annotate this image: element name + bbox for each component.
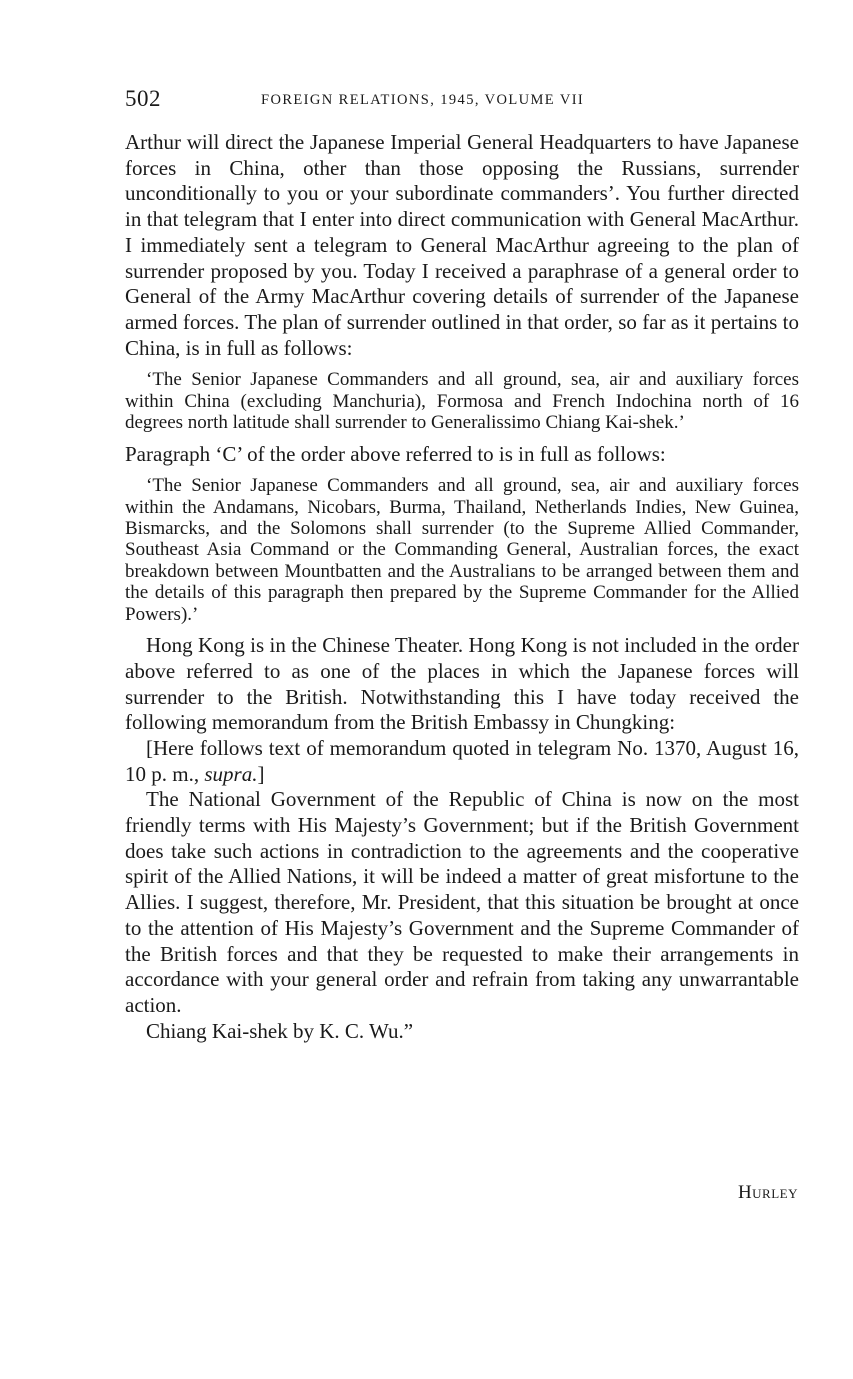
paragraph-5: The National Government of the Republic of China is now on the most friendly terms with His Majesty’s Government; but if the British Government does take such actions in contradiction to the agreements and the cooperative spirit of the Allied Nations, it will be indeed a matter of great misfortune to the Allies. I suggest, therefore, Mr. President, that this situation be brought at once to the attention of His Majesty’s Government and the Supreme Commander of the British forces and that they be requested to make their arrangements in accordance with your general order and refrain from taking any unwarrantable action. bbox=[125, 787, 799, 1017]
paragraph-6: Chiang Kai-shek by K. C. Wu.” bbox=[146, 1018, 414, 1043]
paragraph-4-text: [Here follows text of memorandum quoted in telegram No. 1370, August 16, 10 p. m., bbox=[125, 735, 799, 786]
page-header bbox=[125, 86, 670, 116]
document-body bbox=[125, 130, 799, 1044]
paragraph-1: Arthur will direct the Japanese Imperial General Headquarters to have Japanese forces in China, other than those opposing the Russians, surrender unconditionally to you or your subordinate commanders’. You further directed in that telegram that I enter into direct communication with General MacArthur. I immediately sent a telegram to General MacArthur agreeing to the plan of surrender proposed by you. Today I received a paraphrase of a general order to General of the Army MacArthur covering details of surrender of the Japanese armed forces. The plan of surrender outlined in that order, so far as it pertains to China, is in full as follows: bbox=[125, 130, 799, 360]
paragraph-4-end: ] bbox=[257, 761, 265, 786]
paragraph-4 bbox=[125, 736, 799, 787]
paragraph-3: Hong Kong is in the Chinese Theater. Hong Kong is not included in the order above referred to as one of the places in which the Japanese forces will surrender to the British. Notwithstanding this I have today received the following memorandum from the British Embassy in Chungking: bbox=[125, 633, 799, 735]
paragraph-4-italic: supra. bbox=[204, 761, 258, 786]
quotation-2: ‘The Senior Japanese Commanders and all ground, sea, air and auxiliary forces within the Andamans, Nicobars, Burma, Thailand, Netherlands Indies, New Guinea, Bismarcks, and the Solomons shall surrender (to the Supreme Allied Commander, Southeast Asia Command or the Commanding General, Australian forces, the exact breakdown between Mountbatten and the Australians to be arranged between them and the details of this paragraph then prepared by the Supreme Commander for the Allied Powers).’ bbox=[125, 475, 799, 625]
running-head: FOREIGN RELATIONS, 1945, VOLUME VII bbox=[261, 92, 585, 108]
quotation-1: ‘The Senior Japanese Commanders and all ground, sea, air and auxiliary forces within China (excluding Manchuria), Formosa and French Indochina north of 16 degrees north latitude shall surrender to Generalissimo Chiang Kai-shek.’ bbox=[125, 369, 799, 434]
page-number: 502 bbox=[125, 86, 161, 111]
paragraph-2: Paragraph ‘C’ of the order above referred to is in full as follows: bbox=[125, 441, 666, 466]
signature: Hurley bbox=[737, 1182, 798, 1203]
